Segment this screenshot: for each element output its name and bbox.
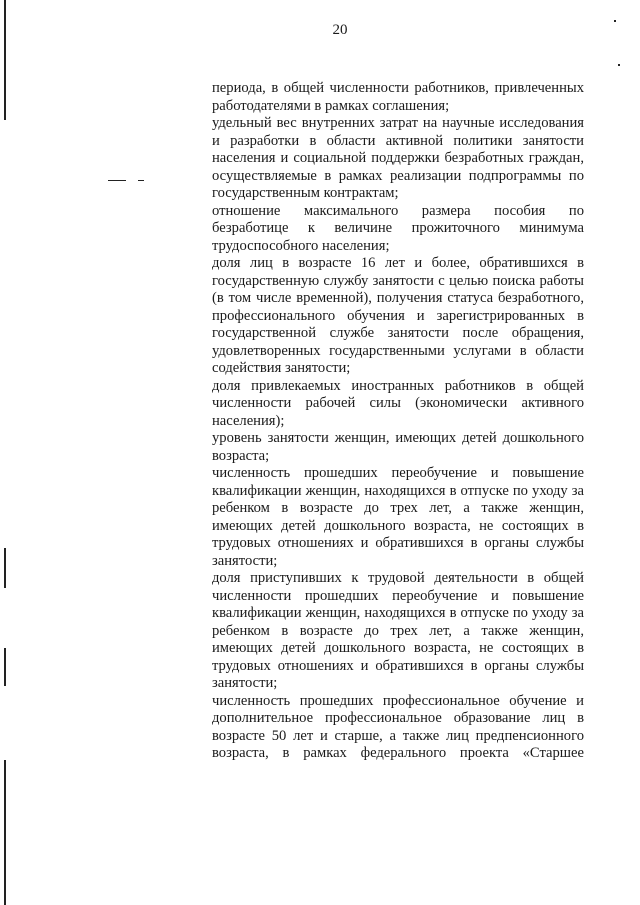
paragraph-5: доля привлекаемых иностранных работников в общей численности рабочей силы (экономически активного населения); xyxy=(212,377,584,429)
paragraph-9: численность прошедших профессиональное обучение и дополнительное профессиональное образование лиц в возрасте 50 лет и старше, а также лиц предпенсионного возраста, в рамках федерального проекта «Старшее xyxy=(212,692,584,761)
scan-edge-mark-mid xyxy=(4,548,6,588)
paragraph-8: доля приступивших к трудовой деятельности в общей численности прошедших переобучение и повышение квалификации женщин, находящихся в отпуске по уходу за ребенком в возрасте до трех лет, а также женщин, имеющих детей дошкольного возраста, не состоящих в трудовых отношениях и обратившихся в органы службы занятости; xyxy=(212,570,584,691)
paragraph-1: периода, в общей численности работников, привлеченных работодателями в рамках соглашения; xyxy=(212,80,584,114)
paragraph-2: удельный вес внутренних затрат на научные исследования и разработки в области активной политики занятости населения и социальной поддержки безработных граждан, осуществляемые в рамках реализации подпрограммы по государственным контрактам; xyxy=(212,115,584,201)
scan-edge-mark-low xyxy=(4,648,6,686)
scan-dot-mark-2 xyxy=(618,64,620,66)
paragraph-6: уровень занятости женщин, имеющих детей дошкольного возраста; xyxy=(212,430,584,464)
scan-dash-mark xyxy=(108,180,126,181)
scan-edge-mark-bottom xyxy=(4,760,6,905)
paragraph-4: доля лиц в возрасте 16 лет и более, обратившихся в государственную службу занятости с целью поиска работы (в том числе временной), получения статуса безработного, профессионального обучения и зарегистрированных в государственной службе занятости после обращения, удовлетворенных государственными услугами в области содействия занятости; xyxy=(212,255,584,376)
document-body xyxy=(212,80,584,763)
paragraph-7: численность прошедших переобучение и повышение квалификации женщин, находящихся в отпуске по уходу за ребенком в возрасте до трех лет, а также женщин, имеющих детей дошкольного возраста, не состоящих в трудовых отношениях и обратившихся в органы службы занятости; xyxy=(212,465,584,569)
scan-dot-mark xyxy=(614,20,616,22)
scan-edge-mark-top xyxy=(4,0,6,120)
page-number: 20 xyxy=(332,22,348,38)
scan-dash-mark-small xyxy=(138,180,144,181)
paragraph-3: отношение максимального размера пособия по безработице к величине прожиточного минимума трудоспособного населения; xyxy=(212,202,584,254)
